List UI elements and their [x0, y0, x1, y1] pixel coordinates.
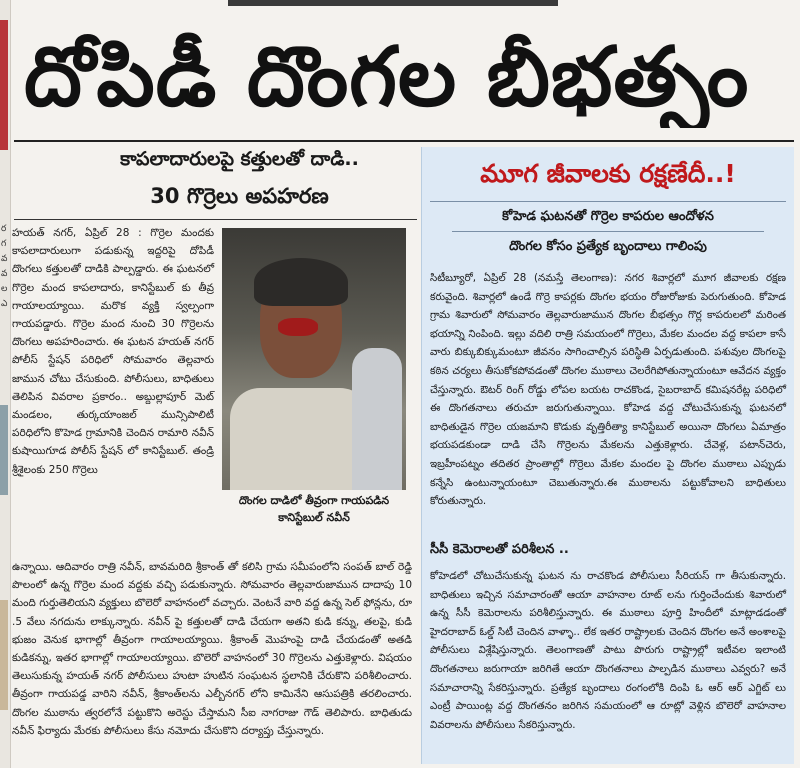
right-rule	[430, 201, 786, 202]
photo-hair	[254, 258, 348, 306]
adjacent-page-edge	[0, 0, 11, 768]
right-story-box	[421, 147, 794, 764]
right-section-heading: సీసీ కెమెరాలతో పరిశీలన ..	[430, 542, 569, 557]
constable-photo	[222, 228, 406, 490]
left-subhead-1: కాపలాదారులపై కత్తులతో దాడి..	[120, 148, 359, 170]
photo-shirt	[230, 388, 370, 490]
right-rule-2	[452, 231, 764, 232]
left-story-para-1: హయత్ నగర్, ఏప్రిల్ 28 : గొర్రెల మందకు కాపలాదారులుగా పడుకున్న ఇద్దరిపై దోపిడీ దొంగలు కత్తులతో దాడికి పాల్పడ్డారు. ఈ ఘటనలో గొర్రెల మంద కాపలాదారు, కానిస్టేబుల్ కు తీవ్ర గాయాలయ్యాయి. మరొక వ్యక్తి స్వల్పంగా గాయపడ్డారు. గొర్రెల మంద నుంచి 30 గొర్రెలను దొంగలు అపహరించారు. ఈ ఘటన హయత్ నగర్ పోలీస్ స్టేషన్ పరిధిలో సోమవారం తెల్లవారు జామున చోటు చేసుకుంది. పోలీసులు, బాధితులు తెలిపిన వివరాల ప్రకారం.. అబ్దుల్లాపూర్ మెట్ మండలం, తుర్కయాంజల్ మున్సిపాలిటీ పరిధిలోని కొహెడ గ్రామానికి చెందిన రామారి నవీన్ కుషాయిగూడ పోలీస్ స్టేషన్ లో కానిస్టేబుల్. తండ్రి శ్రీశైలంకు 250 గొర్రెలు	[12, 227, 214, 476]
right-headline: మూగ జీవాలకు రక్షణేదీ..!	[480, 159, 736, 188]
right-story-body-2	[430, 567, 786, 734]
main-headline: దోపిడీ దొంగల బీభత్సం	[24, 30, 750, 125]
edge-photo-strip	[0, 600, 8, 710]
photo-bystander	[352, 348, 402, 490]
right-subhead-2: దొంగల కోసం ప్రత్యేక బృందాలు గాలింపు	[509, 239, 707, 254]
photo-caption: దొంగల దాడిలో తీవ్రంగా గాయపడిన కానిస్టేబుల్ నవీన్	[238, 494, 390, 524]
top-bar	[228, 0, 558, 6]
subhead-rule	[14, 219, 417, 220]
left-story-body-continued	[12, 558, 412, 740]
edge-photo-strip	[0, 405, 8, 495]
edge-text: ర గ వ వ ల ఎ	[1, 224, 8, 309]
left-subhead-2: 30 గొర్రెలు అపహరణ	[150, 184, 329, 208]
right-story-para-1: సిటీబ్యూరో, ఏప్రిల్ 28 (నమస్తే తెలంగాణ): నగర శివార్లలో మూగ జీవాలకు రక్షణ కరువైంది. శివార్లలో ఉండే గొర్రె కాపర్లకు దొంగల భయం రోజురోజుకు పెరుగుతుంది. కోహెడ గ్రామ శివారులో సోమవారం తెల్లవారుజామున దొంగల బీభత్సం గొర్ల కాపరులలో మరింత భయాన్ని నింపింది. ఇల్లు వదిలి రాత్రి సమయంలో గొర్రెలు, మేకల మందల వద్ద కాపలా కాసే వారు బిక్కుబిక్కుమంటూ జీవనం సాగించాల్సిన పరిస్థితి ఏర్పడుతుంది. పశువుల దొంగలపై కఠిన చర్యలు తీసుకోకపోవడంతో దొంగల ముఠాలు చెలరేగిపోతున్నాయంటూ ఆవేదన వ్యక్తం చేస్తున్నారు. ఔటర్ రింగ్ రోడ్డు లోపల బయట రాచకొండ, సైబరాబాద్ కమిషనరేట్ల పరిధిలో ఈ దొంగతనాలు తరుచూ జరుగుతున్నాయి. కోహెడ వద్ద చోటుచేసుకున్న ఘటనలో బాధితుడైన గొర్రెల యజమాని కొడుకు వృత్తిరీత్యా కానిస్టేబుల్ అయినా దొంగలు ఏమాత్రం భయపడకుండా దాడి చేసి గొర్రెలను మేకలను ఎత్తుకెళ్లారు. చేవెళ్ల, పటాన్‌చెరు, ఇబ్రహీంపట్నం తదితర ప్రాంతాల్లో గొర్రెలు మేకల మందల పై దొంగల ముఠాలు ఎప్పుడు కన్నేసి ఉంటున్నాయంటూ చెబుతున్నారు.ఈ ముఠాలను పట్టుకోవాలని బాధితులు కోరుతున్నారు.	[430, 272, 786, 508]
headline-rule	[14, 140, 794, 142]
edge-photo-strip	[0, 20, 8, 150]
right-story-para-2: కోహెడలో చోటుచేసుకున్న ఘటన ను రాచకొండ పోలీసులు సీరియస్ గా తీసుకున్నారు. బాధితులు ఇచ్చిన సమాచారంతో ఆయా వాహనాల రూట్ లను గుర్తించేందుకు శివారులో ఉన్న సీసీ కెమెరాలను పరిశీలిస్తున్నారు. ఈ ముఠాలు పూర్తి హిందీలో మాట్లాడడంతో హైదరాబాద్ ఓల్డ్ సిటీ చెందిన వాళ్ళా.. లేక ఇతర రాష్ట్రాలకు చెందిన దొంగల అనే అంశాలపై పోలీసులు విశ్లేషిస్తున్నారు. తెలంగాణతో పాటు పొరుగు రాష్ట్రాల్లో ఇటీవల ఇలాంటి దొంగతనాలు జరుగాయా జరిగితే ఆయా దొంగతనాలు పాల్పడిన ముఠాలు ఎవ్వరు? అనే సమాచారాన్ని సేకరిస్తున్నారు. ప్రత్యేక బృందాలు రంగంలోకి దింపి ఓ ఆర్ ఆర్ ఎగ్జిట్ లు ఎంట్రీ పాయింట్ల వద్ద దొంగతనం జరిగిన సమయంలో ఆ రూట్లో వెళ్లిన బొలెరో వాహనాల వివరాలను పోలీసులు సేకరిస్తున్నారు.	[430, 570, 786, 731]
right-story-body	[430, 269, 786, 511]
right-subhead-1: కోహెడ ఘటనతో గొర్రెల కాపరుల ఆందోళన	[502, 209, 714, 224]
left-story-para-2: ఉన్నాయి. ఆదివారం రాత్రి నవీన్, బావమరిది శ్రీకాంత్ తో కలిసి గ్రామ సమీపంలోని సంపత్ బాల్ రెడ్డి పొలంలో ఉన్న గొర్రెల మంద వద్దకు వచ్చి పడుకున్నారు. సోమవారం తెల్లవారుజామున దాదాపు 10 మంది గుర్తుతెలియని వ్యక్తులు బొలెరో వాహనంలో వచ్చారు. వెంటనే వారి వద్ద ఉన్న సెల్ ఫోన్లను, రూ .5 వేలు నగదును లాక్కున్నారు. నవీన్ పై కత్తులతో దాడి చేయగా అతని కుడి కన్ను, తలపై, కుడి భుజం వెనుక భాగాల్లో తీవ్రంగా గాయాలయ్యాయి. శ్రీకాంత్ మొహంపై దాడి చేయడంతో అతడి కుడికన్ను, ఇతర భాగాల్లో గాయాలయ్యాయి. బొలెరో వాహనంలో 30 గొర్రెలను ఎత్తుకెళ్లారు. విషయం తెలుసుకున్న హయత్ నగర్ పోలీసులు హుటా హుటిన సంఘటన స్థలానికి చేరుకొని పరిశీలించారు. తీవ్రంగా గాయపడ్డ వారిని నవీన్, శ్రీకాంత్‌లను ఎల్బీనగర్ లోని కామినేని ఆసుపత్రికి తరలించారు. దొంగల ముఠాను త్వరలోనే పట్టుకొని అరెస్టు చేస్తామని సీఐ నాగరాజు గౌడ్ తెలిపారు. బాధితుడు నవీన్ ఫిర్యాదు మేరకు పోలీసులు కేసు నమోదు చేసుకొని దర్యాప్తు చేస్తున్నారు.	[12, 561, 412, 737]
photo-injury	[278, 318, 318, 336]
